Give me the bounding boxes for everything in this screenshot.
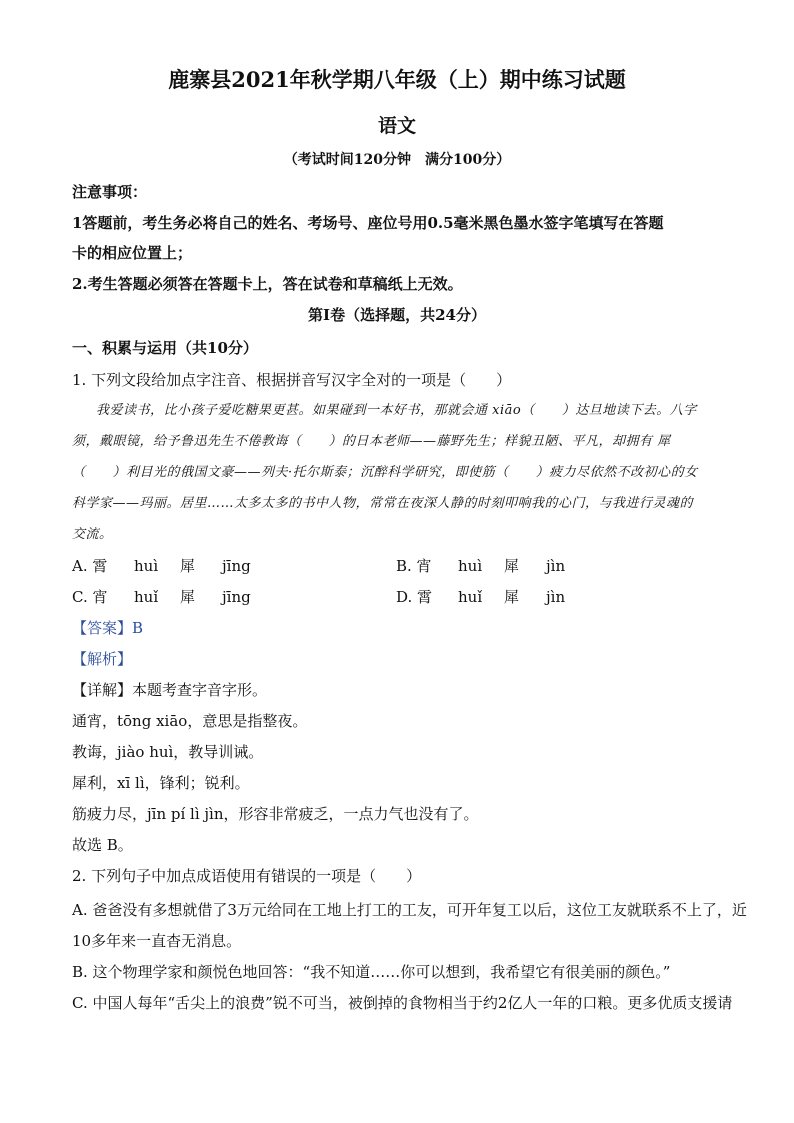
part-title: 第Ⅰ卷（选择题，共24分） [308, 306, 486, 324]
option-char: 犀 [504, 557, 520, 575]
answer: 【答案】B [72, 619, 144, 637]
answer-line [72, 618, 143, 638]
note-line: 犀利，xī lì，锋利；锐利。 [72, 774, 250, 792]
option-char: 犀 [504, 588, 520, 606]
question-2-option-a-line-2: 10多年来一直杳无消息。 [72, 932, 242, 950]
option-char: 犀 [180, 588, 196, 606]
option-pinyin: jìn [546, 588, 566, 606]
option-pinyin: jīng [222, 588, 251, 606]
option-char: 犀 [180, 557, 196, 575]
option-pinyin: jìn [546, 557, 566, 575]
option-c [72, 587, 251, 607]
question-2-option-c-line-1: C. 中国人每年“舌尖上的浪费”锐不可当，被倒掉的食物相当于约2亿人一年的口粮。更多优质支援请 [72, 994, 733, 1012]
option-d [396, 587, 565, 607]
exam-title: 鹿寨县2021年秋学期八年级（上）期中练习试题 [168, 67, 626, 92]
notice-heading: 注意事项： [72, 183, 148, 201]
note-line: 通宵，tōng xiāo，意思是指整夜。 [72, 712, 308, 730]
passage-line: （ ）利目光的俄国文豪——列夫·托尔斯泰；沉醉科学研究，即使筋（ ）疲力尽依然不改初心的女 [72, 465, 698, 480]
subject-title: 语文 [377, 115, 416, 137]
passage-line: 科学家——玛丽。居里……太多太多的书中人物，常常在夜深人静的时刻叩响我的心门，与我进行灵魂的 [72, 496, 694, 511]
time-info: （考试时间120分钟 满分100分） [283, 152, 511, 168]
analysis-tag: 【解析】 [72, 650, 133, 668]
passage-line: 我爱读书，比小孩子爱吃糖果更甚。如果碰到一本好书，那就会通 xiāo（ ）达旦地读下去。八字 [96, 403, 697, 418]
option-pinyin: huǐ [458, 588, 483, 606]
question-2-option-b: B. 这个物理学家和颜悦色地回答：“我不知道……你可以想到，我希望它有很美丽的颜色。” [72, 963, 671, 981]
question-1-stem: 1. 下列文段给加点字注音、根据拼音写汉字全对的一项是（ ） [72, 371, 512, 389]
notice-item-1-line-1: 1答题前，考生务必将自己的姓名、考场号、座位号用0.5毫米黑色墨水签字笔填写在答题 [72, 214, 664, 232]
option-letter: B. 宵 [396, 557, 432, 575]
option-b [396, 556, 565, 576]
option-pinyin: huì [134, 557, 159, 575]
notice-item-1-line-2: 卡的相应位置上； [72, 244, 193, 262]
option-pinyin: huǐ [134, 588, 159, 606]
option-pinyin: jīng [222, 557, 251, 575]
passage-line: 交流。 [72, 527, 113, 542]
section-title: 一、积累与运用（共10分） [72, 339, 258, 357]
option-letter: D. 霄 [396, 588, 433, 606]
detail-line: 【详解】本题考查字音字形。 [72, 681, 268, 699]
note-line: 教诲，jiào huì，教导训诫。 [72, 743, 264, 761]
notice-item-2: 2.考生答题必须答在答题卡上，答在试卷和草稿纸上无效。 [72, 275, 463, 293]
option-letter: C. 宵 [72, 588, 108, 606]
question-2-option-a-line-1: A. 爸爸没有多想就借了3万元给同在工地上打工的工友，可开年复工以后，这位工友就联系不上了，近 [72, 901, 747, 919]
option-a [72, 556, 251, 576]
passage-line: 须，戴眼镜，给予鲁迅先生不倦教诲（ ）的日本老师——藤野先生；样貌丑陋、平凡，却拥有 犀 [72, 434, 671, 449]
option-letter: A. 霄 [72, 557, 108, 575]
note-line: 筋疲力尽，jīn pí lì jìn，形容非常疲乏，一点力气也没有了。 [72, 805, 479, 823]
option-pinyin: huì [458, 557, 483, 575]
note-line: 故选 B。 [72, 836, 133, 854]
question-2-stem: 2. 下列句子中加点成语使用有错误的一项是（ ） [72, 867, 422, 885]
